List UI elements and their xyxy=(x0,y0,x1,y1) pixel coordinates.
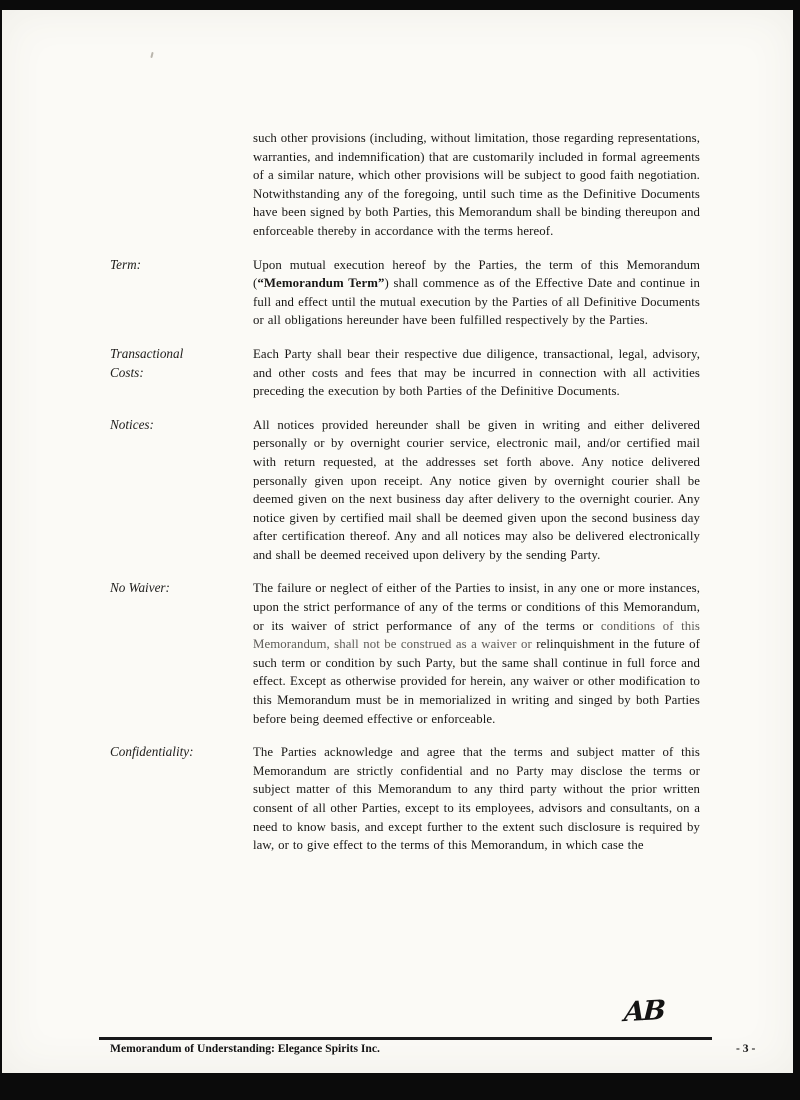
text-run: relinquishment in the future of such term or condition by such Party, but the same shall continue in full force and effect. Except as otherwise provided for herein, any waiver or other modification to this Memorandum must be in memorialized in writing and singed by both Parties before being deemed effective or enforceable. xyxy=(253,637,700,726)
section-label: No Waiver: xyxy=(110,580,170,596)
document-content xyxy=(110,129,700,870)
text-run: All notices provided hereunder shall be given in writing and either delivered personally or by overnight courier service, electronic mail, and/or certified mail with return requested, at the addresses set forth above. Any notice delivered personally given upon receipt. Any notice given by overnight courier shall be deemed given on the next business day after delivery to the overnight courier. Any notice given by certified mail shall be deemed given upon the second business day after certification thereof. Any and all notices may also be delivered electronically and shall be deemed received upon delivery by the sending Party. xyxy=(253,417,700,562)
text-run: ) shall commence as of the Effective Date and continue in full and effect until the mutual execution by the Parties of all Definitive Documents or all obligations hereunder have been fulfilled respectively by the Parties. xyxy=(253,276,700,328)
section-body xyxy=(253,256,700,330)
section-body xyxy=(253,743,700,855)
text-run: “Memorandum Term” xyxy=(257,276,385,291)
handwritten-initials: AB xyxy=(623,994,665,1029)
document-section xyxy=(110,129,700,241)
document-section xyxy=(110,579,700,728)
section-body xyxy=(253,345,700,401)
section-label: Confidentiality: xyxy=(110,744,194,760)
document-section xyxy=(110,743,700,855)
footer-divider xyxy=(99,1037,712,1040)
section-body xyxy=(253,129,700,241)
text-run: such other provisions (including, without limitation, those regarding representations, warranties, and indemnification) that are customarily included in formal agreements of a similar nature, which other provisions will be subject to good faith negotiation. Notwithstanding any of the foregoing, until such time as the Definitive Documents have been signed by both Parties, this Memorandum shall be binding thereupon and enforceable thereby in accordance with the terms hereof. xyxy=(253,131,700,238)
document-section xyxy=(110,345,700,401)
scan-speck xyxy=(150,52,153,58)
footer-title: Memorandum of Understanding: Elegance Spirits Inc. xyxy=(110,1042,380,1055)
section-label: Notices: xyxy=(110,416,154,432)
document-section xyxy=(110,256,700,330)
text-run: Each Party shall bear their respective due diligence, transactional, legal, advisory, and other costs and fees that may be incurred in connection with all activities preceding the execution by both Parties of the Definitive Documents. xyxy=(253,346,700,399)
section-label xyxy=(110,129,253,241)
section-label: Transactional Costs: xyxy=(110,345,184,380)
text-run: The failure or neglect of either of the Parties to insist, in any one or more instances, upon the strict performance of any of the terms or conditions of this Memorandum, or its waiver of strict performance of any of the terms or xyxy=(253,581,700,633)
sections xyxy=(110,129,700,855)
section-label: Term: xyxy=(110,256,142,272)
document-section xyxy=(110,416,700,565)
footer-page-number: - 3 - xyxy=(736,1042,756,1055)
text-run: conditions of this Memorandum, shall not be construed as a waiver or xyxy=(253,618,700,652)
text-run: Upon mutual execution hereof by the Parties, the term of this Memorandum ( xyxy=(253,257,700,291)
text-run: The Parties acknowledge and agree that the terms and subject matter of this Memorandum are strictly confidential and no Party may disclose the terms or subject matter of this Memorandum to any third party without the prior written consent of all other Parties, except to its employees, advisors and consultants, on a need to know basis, and except further to the extent such disclosure is required by law, or to give effect to the terms of this Memorandum, in which case the xyxy=(253,745,700,853)
section-body xyxy=(253,579,700,728)
section-body xyxy=(253,416,700,565)
